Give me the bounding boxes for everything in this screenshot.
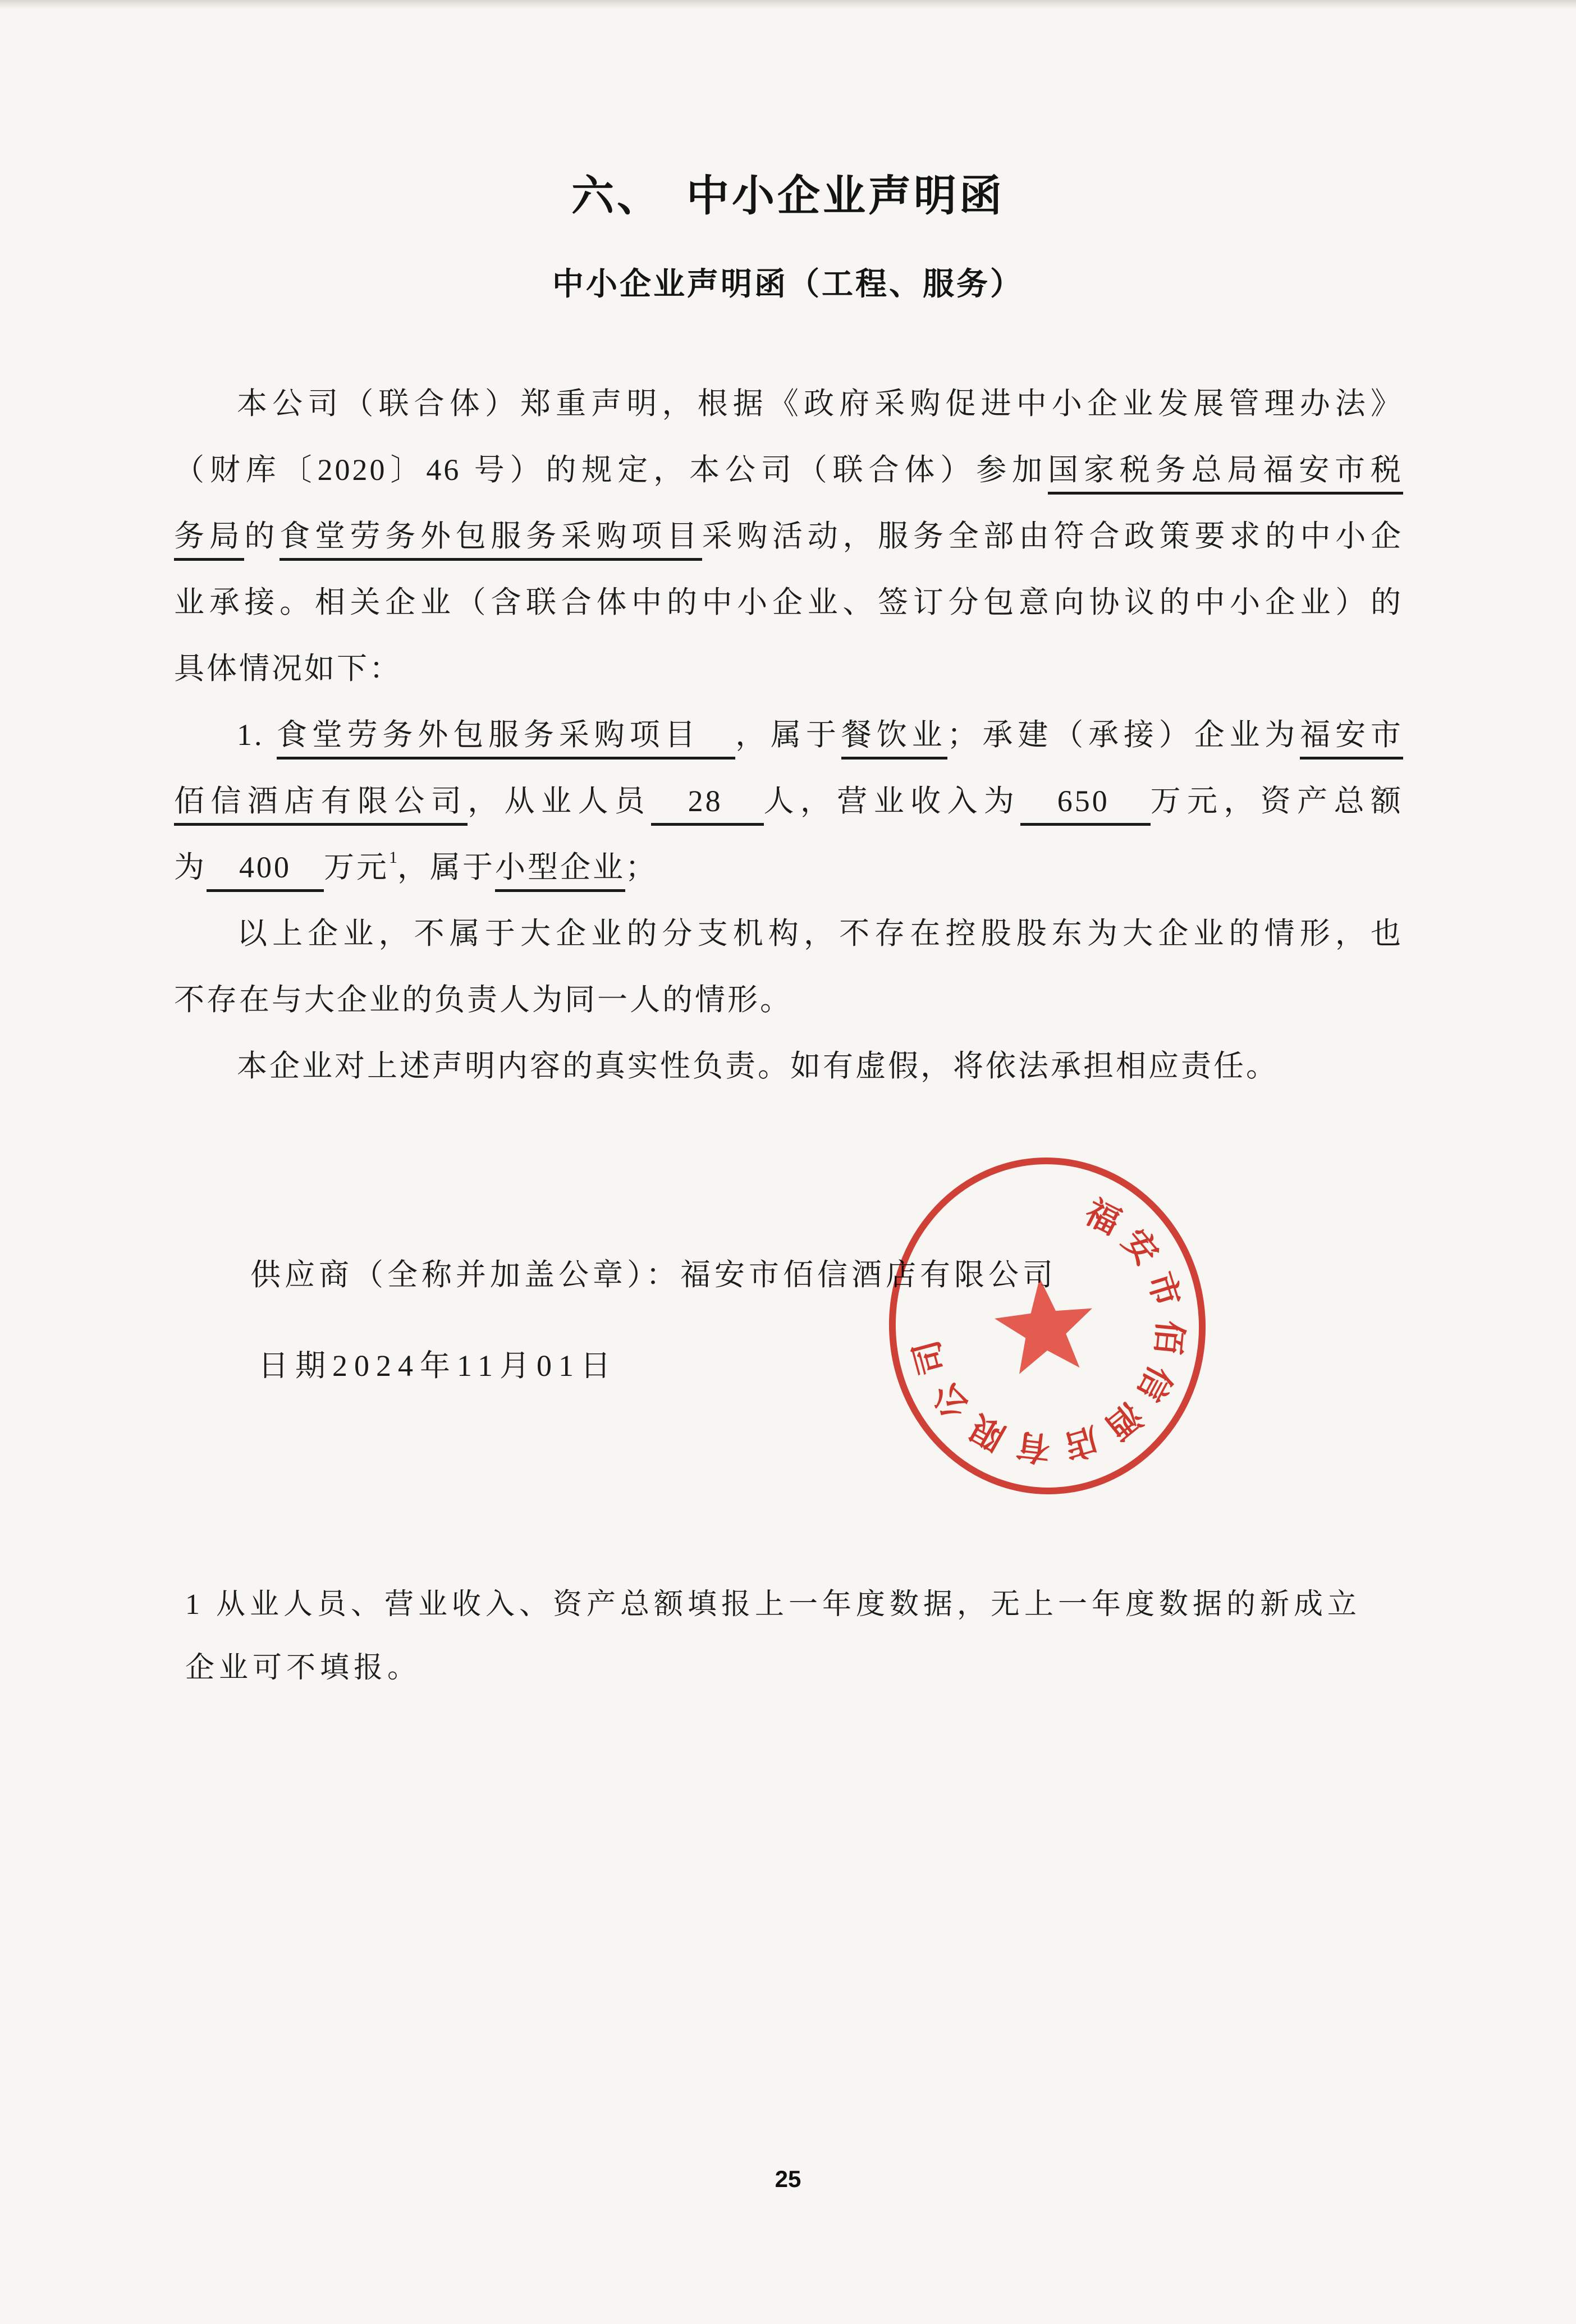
underlined-segment: 福安市 xyxy=(1300,718,1403,760)
text-segment: ，属于 xyxy=(397,850,495,884)
text-segment: 本公司（联合体）郑重声明，根据《政府采购促进中小企业发展管理办法》 xyxy=(237,387,1403,420)
underlined-segment: 餐饮业 xyxy=(841,718,947,760)
body-line xyxy=(174,768,1403,834)
text-segment: 万元，资产总额 xyxy=(1150,784,1403,818)
text-segment: 1. xyxy=(237,718,277,752)
body-line xyxy=(174,437,1403,503)
body-line xyxy=(174,370,1403,437)
text-segment: 不存在与大企业的负责人为同一人的情形。 xyxy=(174,983,792,1017)
text-segment: 本企业对上述声明内容的真实性负责。如有虚假，将依法承担相应责任。 xyxy=(237,1049,1279,1083)
seal-char: 有 xyxy=(1014,1426,1052,1467)
underlined-segment: 小型企业 xyxy=(495,850,625,892)
text-segment: 人，营业收入为 xyxy=(763,784,1021,818)
text-segment: 的 xyxy=(244,519,280,553)
section-title: 六、 中小企业声明函 xyxy=(571,172,1005,220)
text-segment: ；承建（承接）企业为 xyxy=(947,718,1300,752)
underlined-segment: 28 xyxy=(651,784,763,826)
date-line: 日期2024年11月01日 xyxy=(258,1349,617,1383)
underlined-segment: 食堂劳务外包服务采购项目 xyxy=(277,718,735,760)
seal-char: 司 xyxy=(907,1336,952,1379)
text-segment: 具体情况如下： xyxy=(174,652,402,685)
text-segment: 为 xyxy=(174,850,207,884)
text-segment: （财库〔2020〕46 号）的规定，本公司（联合体）参加 xyxy=(174,453,1048,487)
body-line xyxy=(174,635,1403,702)
seal-char: 安 xyxy=(1115,1222,1166,1273)
body-line xyxy=(174,834,1403,900)
footnote-line: 企业可不填报。 xyxy=(185,1652,422,1684)
text-segment: 业承接。相关企业（含联合体中的中小企业、签订分包意向协议的中小企业）的 xyxy=(174,585,1403,619)
seal-char: 公 xyxy=(926,1376,976,1425)
body-line xyxy=(174,569,1403,635)
supplier-line: 供应商（全称并加盖公章）：福安市佰信酒店有限公司 xyxy=(250,1258,1057,1292)
seal-char: 市 xyxy=(1140,1268,1186,1311)
body-line xyxy=(174,1033,1403,1099)
footnote-line: 1 从业人员、营业收入、资产总额填报上一年度数据，无上一年度数据的新成立 xyxy=(185,1589,1362,1621)
body-lines xyxy=(174,370,1403,1099)
text-segment: 采购活动，服务全部由符合政策要求的中小企 xyxy=(702,519,1404,553)
body-line xyxy=(174,900,1403,967)
seal-char: 佰 xyxy=(1148,1319,1189,1356)
seal-star-icon xyxy=(995,1278,1092,1374)
underlined-segment: 国家税务总局福安市税 xyxy=(1048,453,1403,495)
document-subtitle: 中小企业声明函（工程、服务） xyxy=(552,266,1024,301)
body-line xyxy=(174,503,1403,569)
underlined-segment: 佰信酒店有限公司 xyxy=(174,784,468,826)
body-line xyxy=(174,967,1403,1033)
footnote xyxy=(185,1573,1476,1700)
footnote-reference: 1 xyxy=(389,848,397,867)
seal-char: 信 xyxy=(1130,1360,1179,1407)
scan-artifact-top xyxy=(0,0,1576,9)
underlined-segment: 400 xyxy=(207,850,324,892)
page-number: 25 xyxy=(775,2166,801,2192)
seal-char: 酒 xyxy=(1099,1396,1149,1446)
underlined-segment: 650 xyxy=(1020,784,1150,826)
underlined-segment: 务局 xyxy=(174,519,244,561)
body-line xyxy=(174,702,1403,768)
text-segment: 万元 xyxy=(324,850,389,884)
text-segment: ，从业人员 xyxy=(468,784,652,818)
company-seal-stamp xyxy=(886,1152,1209,1500)
text-segment: ； xyxy=(625,850,658,884)
seal-char: 限 xyxy=(964,1407,1011,1457)
underlined-segment: 食堂劳务外包服务采购项目 xyxy=(280,519,702,561)
text-segment: ，属于 xyxy=(735,718,841,752)
seal-char: 福 xyxy=(1079,1193,1126,1242)
text-segment: 以上企业，不属于大企业的分支机构，不存在控股股东为大企业的情形，也 xyxy=(237,917,1403,950)
seal-char: 店 xyxy=(1060,1420,1103,1466)
